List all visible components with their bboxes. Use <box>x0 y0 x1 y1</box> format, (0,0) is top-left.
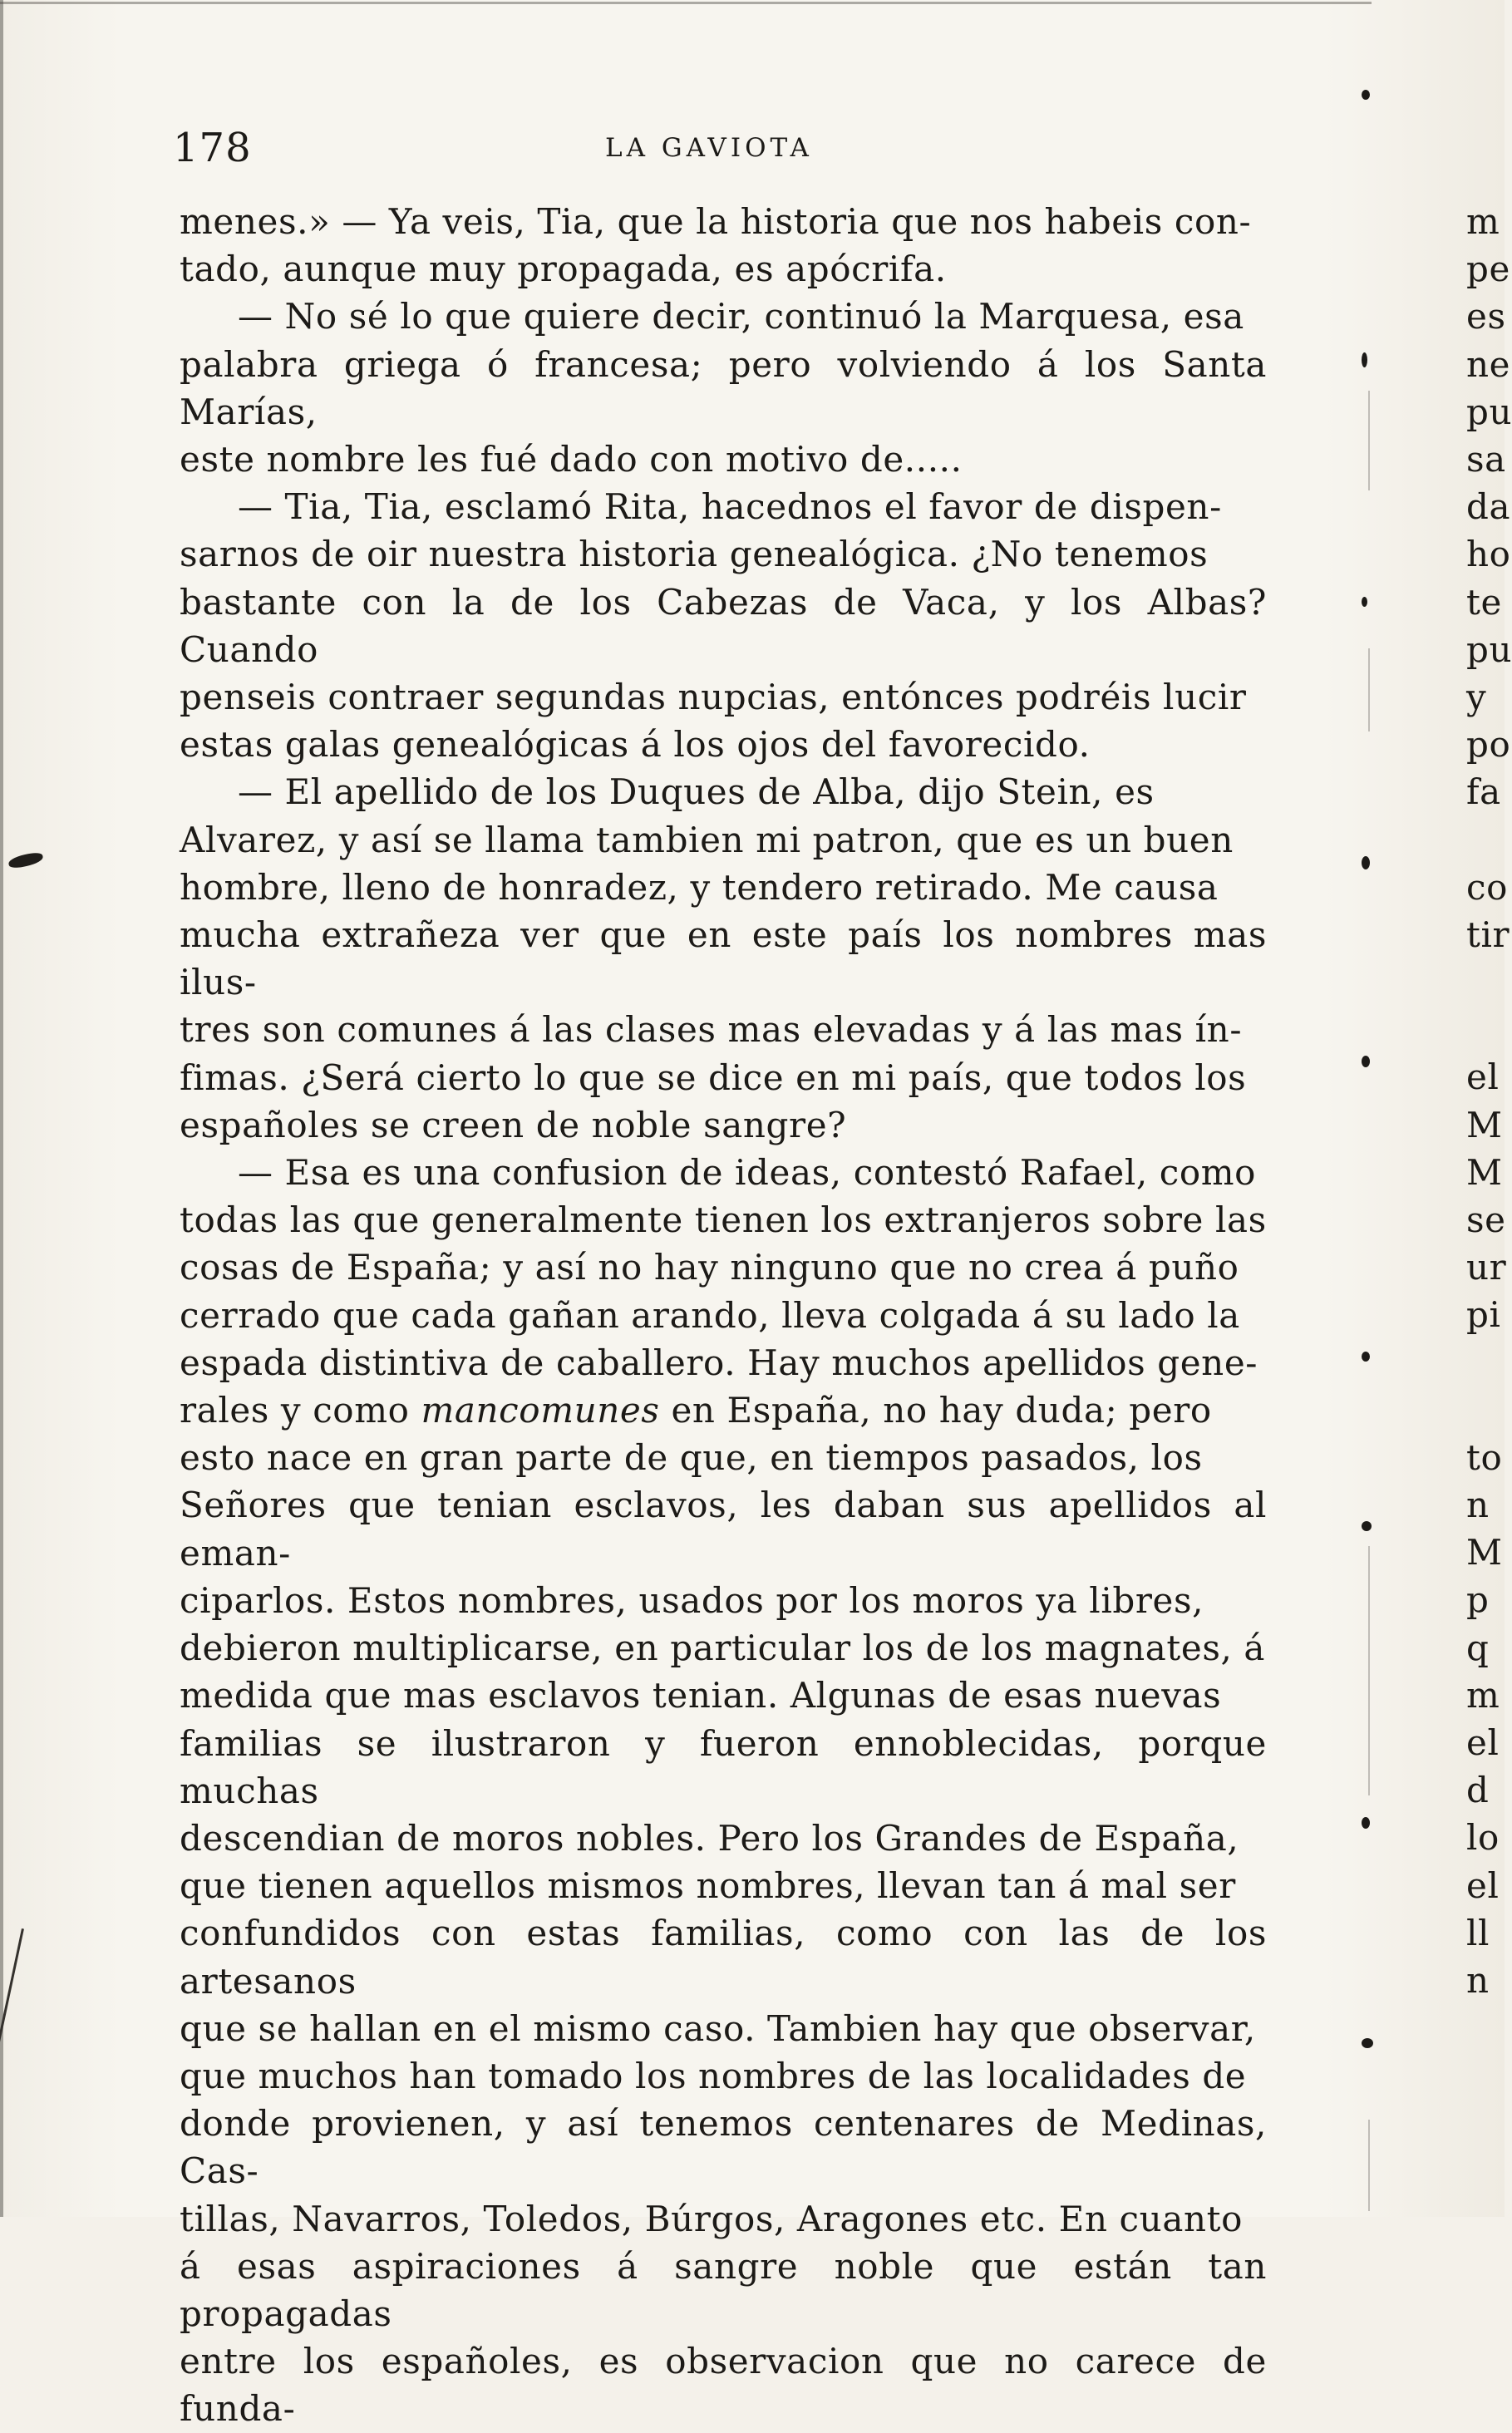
facing-page-fragment: to <box>1466 1436 1503 1478</box>
body-text <box>180 198 1267 2433</box>
facing-page-fragment: es <box>1466 296 1506 337</box>
facing-page-fragment: ne <box>1466 343 1511 385</box>
paragraph-text: — Esa es una confusion de ideas, contestó Rafael, como todas las que generalmente tienen los extranjeros sobre las cosas de España; y así no hay ninguno que no crea á puño cerrado que cada gañan arando, lleva colgada á su lado la espada distintiva de caballero. Hay muchos apellidos gene- rales y como <box>180 1152 1267 1431</box>
facing-page-fragment: se <box>1466 1199 1506 1240</box>
facing-page-fragment: po <box>1466 724 1511 766</box>
facing-page-fragment: co <box>1466 866 1509 908</box>
facing-page-fragment: ho <box>1466 534 1511 575</box>
paragraph: — El apellido de los Duques de Alba, dijo Stein, es Alvarez, y así se llama tambien mi patron, que es un buen hombre, lleno de honradez, y tendero retirado. Me causa mucha extrañeza ver que en este país los nombres mas ilus- tres son comunes á las clases mas elevadas y á las mas ín- fimas. ¿Será cierto lo que se dice en mi país, que todos los españoles se creen de noble sangre? <box>180 771 1267 1145</box>
facing-page-fragment: M <box>1466 1532 1503 1574</box>
facing-page-fragment: y <box>1466 676 1487 717</box>
binding-dash <box>1368 648 1370 731</box>
facing-page-fragment: te <box>1466 581 1502 623</box>
facing-page-fragment: fa <box>1466 771 1501 813</box>
facing-page-fragment: tir <box>1466 914 1510 955</box>
paragraph: — No sé lo que quiere decir, continuó la Marquesa, esa palabra griega ó francesa; pero volviendo á los Santa Marías, este nombre les fué dado con motivo de..... <box>180 296 1267 480</box>
page-left-edge <box>0 0 3 2217</box>
corner-stroke <box>0 1928 24 2116</box>
paragraph: — Tia, Tia, esclamó Rita, hacednos el favor de dispen- sarnos de oir nuestra historia genealógica. ¿No tenemos bastante con la de los Cabezas de Vaca, y los Albas? Cuando penseis contraer segundas nupcias, entónces podréis lucir estas galas genealógicas á los ojos del favorecido. <box>180 486 1267 766</box>
facing-page-fragment: q <box>1466 1627 1490 1668</box>
paragraph: menes.» — Ya veis, Tia, que la historia que nos habeis con- tado, aunque muy propagada, es apócrifa. <box>180 201 1252 290</box>
facing-page-edge <box>1466 198 1512 2193</box>
facing-page-fragment: pu <box>1466 628 1512 670</box>
facing-page-fragment: n <box>1466 1485 1490 1526</box>
facing-page-fragment: sa <box>1466 438 1506 480</box>
paragraph-last <box>180 1149 1267 2432</box>
facing-page-fragment: M <box>1466 1151 1503 1193</box>
facing-page-fragment: lo <box>1466 1817 1500 1859</box>
facing-page-fragment: pi <box>1466 1294 1501 1336</box>
ink-blot <box>7 851 44 869</box>
binding-mark <box>1362 597 1367 607</box>
paragraph-text: en España, no hay duda; pero esto nace en gran parte de que, en tiempos pasados, los Señores que tenian esclavos, les daban sus apellidos al eman- ciparlos. Estos nombres, usados por los moros ya libres, debieron multiplicarse, en particular los de los magnates, á medida que mas esclavos tenian. Algunas de esas nuevas familias se ilustraron y fueron ennoblecidas, porque muchas descendian de moros nobles. Pero los Grandes de España, que tienen aquellos mismos nombres, llevan tan á mal ser confundidos con estas familias, como con las de los artesanos que se hallan en el mismo caso. Tambien hay que observar, que muchos han tomado los nombres de las localidades de donde provienen, y así tenemos centenares de Medinas, Cas- tillas, Navarros, Toledos, Búrgos, Aragones etc. En cuanto á esas aspiraciones á sangre noble que están tan propagadas entre los españoles, es observacion que no carece de funda- <box>180 1390 1267 2430</box>
facing-page-fragment <box>1466 1006 1505 1053</box>
facing-page-fragment: ur <box>1466 1247 1507 1288</box>
binding-mark <box>1362 1352 1370 1362</box>
binding-mark <box>1362 352 1367 367</box>
binding-mark <box>1362 1817 1370 1829</box>
facing-page-fragment: m <box>1466 201 1500 242</box>
page-top-rule <box>0 2 1372 4</box>
page-header <box>173 125 1253 175</box>
facing-page-fragment: n <box>1466 1959 1490 2001</box>
binding-dash <box>1368 2120 1370 2211</box>
facing-page-fragment: m <box>1466 1674 1500 1716</box>
facing-page-fragment: ll <box>1466 1912 1490 1953</box>
facing-page-fragment <box>1466 1386 1505 1434</box>
binding-mark <box>1362 856 1370 869</box>
facing-page-fragment <box>1466 1339 1505 1386</box>
facing-page-fragment: el <box>1466 1864 1500 1906</box>
facing-page-fragment: da <box>1466 486 1511 528</box>
facing-page-fragment: el <box>1466 1722 1500 1763</box>
binding-dash <box>1368 1546 1370 1795</box>
facing-page-fragment: el <box>1466 1056 1500 1098</box>
binding-mark <box>1362 2038 1373 2048</box>
binding-mark <box>1362 1521 1372 1531</box>
binding-mark <box>1362 1056 1370 1067</box>
binding-dash <box>1368 391 1370 490</box>
italic-word: mancomunes <box>421 1390 660 1431</box>
facing-page-fragment <box>1466 815 1505 863</box>
page-number: 178 <box>173 125 252 171</box>
facing-page-fragment <box>1466 958 1505 1006</box>
running-title: LA GAVIOTA <box>605 133 813 163</box>
facing-page-fragment: M <box>1466 1104 1503 1145</box>
facing-page-fragment: p <box>1466 1579 1490 1621</box>
facing-page-fragment: pe <box>1466 249 1510 290</box>
facing-page-fragment: pu <box>1466 391 1512 432</box>
facing-page-fragment: d <box>1466 1770 1490 1811</box>
binding-mark <box>1362 90 1370 100</box>
